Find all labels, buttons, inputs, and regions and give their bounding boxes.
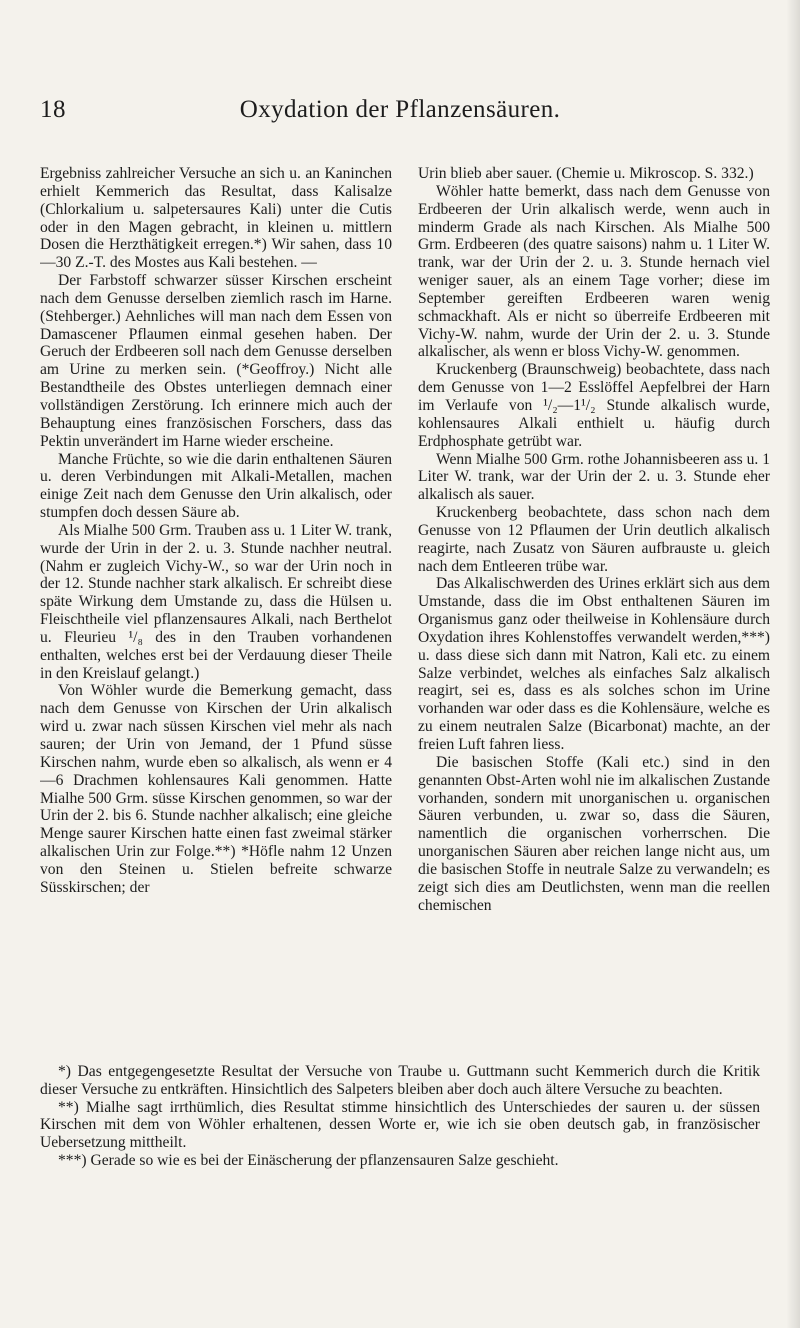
paragraph: Kruckenberg beobachtete, dass schon nach dem Genusse von 12 Pflaumen der Urin deutlich alkalisch reagirte, nach Zusatz von Säuren aufbrauste u. gleich nach dem Entleeren trübe war. [418, 504, 770, 575]
paragraph: Urin blieb aber sauer. (Chemie u. Mikroscop. S. 332.) [418, 165, 754, 182]
paragraph: Das Alkalischwerden des Urines erklärt sich aus dem Umstande, dass die im Obst enthaltenen Säuren im Organismus ganz oder theilweise in Kohlensäure durch Oxydation ihres Kohlenstoffes verwandelt werden,***) u. dass diese sich dann mit Natron, Kali etc. zu einem Salze verbindet, welches als einfaches Salz alkalisch reagirt, sei es, dass es als solches schon im Urine vorhanden war oder dass es die Kohlensäure, welche es zu einem neutralen Salze (Bicarbonat) machte, an der freien Luft fahren liess. [418, 575, 770, 753]
footnotes [40, 1063, 760, 1170]
page-edge-shadow [786, 0, 800, 1328]
paragraph: Ergebniss zahlreicher Versuche an sich u. an Kaninchen erhielt Kemmerich das Resultat, dass Kalisalze (Chlorkalium u. salpetersaures Kali) unter die Cutis oder in den Magen gebracht, in kleinen u. mittlern Dosen die Herzthätigkeit erregen.*) Wir sahen, dass 10—30 Z.-T. des Mostes aus Kali bestehen. — [40, 165, 392, 272]
text-columns [40, 165, 770, 1060]
footnote: **) Mialhe sagt irrthümlich, dies Resultat stimme hinsichtlich des Unterschiedes der sauren u. der süssen Kirschen mit dem von Wöhler erhaltenen, dessen Worte er, wie ich sie oben deutsch gab, in französischer Uebersetzung mittheilt. [40, 1098, 760, 1152]
paragraph: Wenn Mialhe 500 Grm. rothe Johannisbeeren ass u. 1 Liter W. trank, war der Urin der 2. u. 3. Stunde eher alkalisch als sauer. [418, 450, 770, 504]
paragraph: Der Farbstoff schwarzer süsser Kirschen erscheint nach dem Genusse derselben ziemlich rasch im Harne. (Stehberger.) Aehnliches will man nach dem Essen von Damascener Pflaumen einmal gesehen haben. Der Geruch der Erdbeeren soll nach dem Genusse derselben am Urine zu merken sein. (*Geoffroy.) Nicht alle Bestandtheile des Obstes unterliegen demnach einer vollständigen Zerstörung. Ich erinnere mich auch der Behauptung eines französischen Forschers, dass das Pektin unverändert im Harne wieder erscheine. [40, 272, 392, 450]
paragraph: Kruckenberg (Braunschweig) beobachtete, dass nach dem Genusse von 1—2 Esslöffel Aepfelbrei der Harn im Verlaufe von ¹/₂—1¹/₂ Stunde alkalisch wurde, kohlensaures Alkali enthielt u. häufig durch Erdphosphate getrübt war. [418, 361, 770, 450]
paragraph: Von Wöhler wurde die Bemerkung gemacht, dass nach dem Genusse von Kirschen der Urin alkalisch wird u. zwar nach süssen Kirschen viel mehr als nach sauren; der Urin von Jemand, der 1 Pfund süsse Kirschen nahm, wurde eben so alkalisch, als wenn er 4—6 Drachmen kohlensaures Kali genommen. Hatte Mialhe 500 Grm. süsse Kirschen genommen, so war der Urin der 2. bis 6. Stunde nachher alkalisch; eine gleiche Menge saurer Kirschen hatte einen fast zweimal stärker alkalischen Urin zur Folge.**) *Höfle nahm 12 Unzen von den Steinen u. Stielen befreite schwarze Süsskirschen; der [40, 682, 392, 896]
page-header [40, 96, 760, 136]
footnote: ***) Gerade so wie es bei der Einäscherung der pflanzensauren Salze geschieht. [58, 1151, 559, 1169]
page-number: 18 [40, 96, 66, 123]
paragraph: Die basischen Stoffe (Kali etc.) sind in den genannten Obst-Arten wohl nie im alkalischen Zustande vorhanden, sondern mit unorganischen u. organischen Säuren verbunden, u. zwar so, dass die Säuren, namentlich die organischen vorherrschen. Die unorganischen Säuren aber reichen lange nicht aus, um die basischen Stoffe in neutrale Salze zu verwandeln; es zeigt sich dies am Deutlichsten, wenn man die reellen chemischen [418, 753, 770, 914]
paragraph: Als Mialhe 500 Grm. Trauben ass u. 1 Liter W. trank, wurde der Urin in der 2. u. 3. Stunde nachher neutral. (Nahm er zugleich Vichy-W., so war der Urin noch in der 12. Stunde nachher stark alkalisch. Er schreibt diese späte Wirkung dem Umstande zu, dass die Hülsen u. Fleischtheile viel pflanzensaures Alkali, nach Berthelot u. Fleurieu ¹/₈ des in den Trauben vorhandenen enthalten, welches erst bei der Verdauung dieser Theile in den Kreislauf gelangt.) [40, 521, 392, 682]
paragraph: Manche Früchte, so wie die darin enthaltenen Säuren u. deren Verbindungen mit Alkali-Metallen, machen einige Zeit nach dem Genusse den Urin alkalisch, oder stumpfen doch dessen Säure ab. [40, 450, 392, 522]
footnote: *) Das entgegengesetzte Resultat der Versuche von Traube u. Guttmann sucht Kemmerich durch die Kritik dieser Versuche zu entkräften. Hinsichtlich des Salpeters bleiben aber doch auch ältere Versuche zu beachten. [40, 1063, 760, 1098]
running-title: Oxydation der Pflanzensäuren. [239, 96, 561, 123]
paragraph: Wöhler hatte bemerkt, dass nach dem Genusse von Erdbeeren der Urin alkalisch werde, wenn auch in minderm Grade als nach Kirschen. Als Mialhe 500 Grm. Erdbeeren (des quatre saisons) nahm u. 1 Liter W. trank, war der Urin der 2. u. 3. Stunde hernach viel weniger sauer, als an einem Tage vorher; diese im September gereiften Erdbeeren waren wenig schmackhaft. Als er nicht so überreife Erdbeeren mit Vichy-W. nahm, wurde der Urin der 2. u. 3. Stunde alkalischer, als wenn er bloss Vichy-W. genommen. [418, 182, 770, 361]
left-column [40, 165, 392, 1060]
right-column [418, 165, 770, 1060]
